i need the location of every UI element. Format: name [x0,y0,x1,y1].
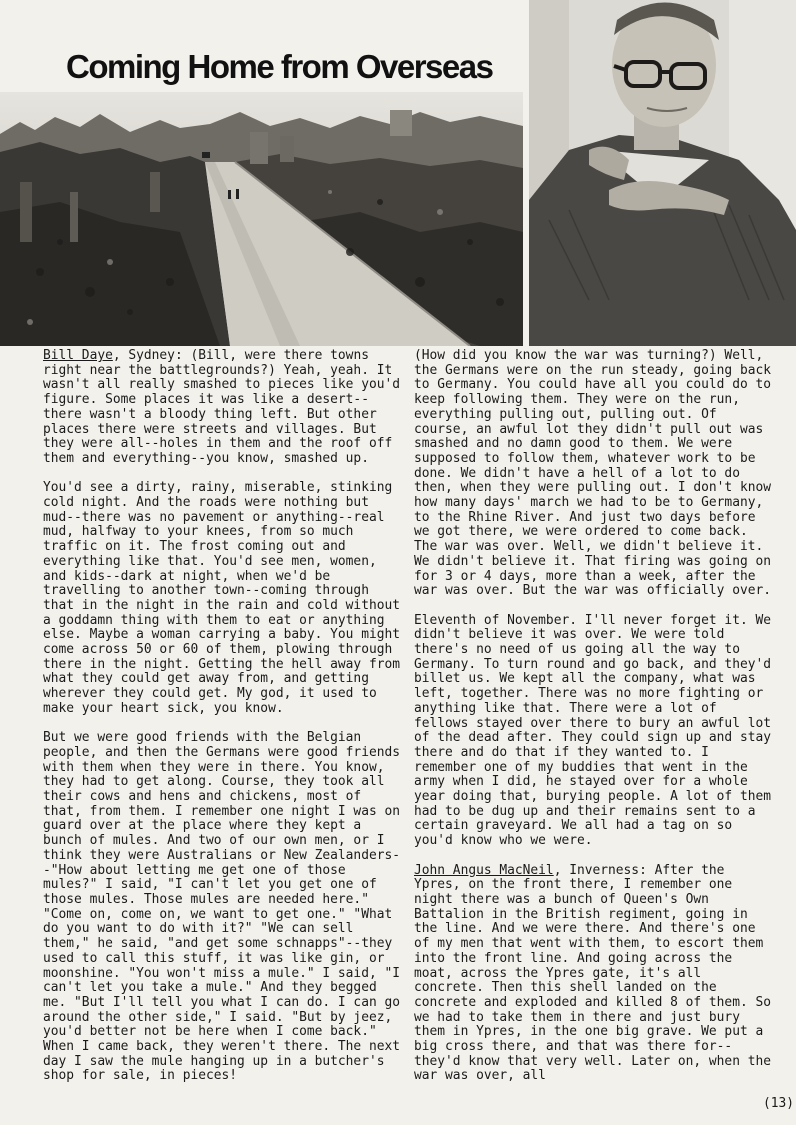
paragraph [43,481,405,716]
left-column [43,349,405,1099]
paragraph [43,731,405,1084]
paragraph [414,349,778,599]
right-column [414,349,778,1099]
speaker-name: Bill Daye [43,348,113,363]
page-number: (13) [762,1096,794,1111]
paragraph-text: But we were good friends with the Belgian people, and then the Germans were good friends with them when they were in there. You know, they had to get along. Course, they took all their cows and hens and chickens, most of that, from them. I remember one night I was on guard over at the place where they kept a bunch of mules. And two of our own men, or I think they were Australians or New Zealanders--"How about letting me get one of those mules?" I said, "I can't let you get one of those mules. Those mules are needed here." "Come on, come on, we want to get one." "What do you want to do with it?" "We can sell them," he said, "and get some schnapps"--they used to call this stuff, it was like gin, or moonshine. "You won't miss a mule." I said, "I can't let you take a mule." And they begged me. "But I'll tell you what I can do. I can go around the other side," I said. "But by jeez, you'd better not be here when I come back." When I came back, they weren't there. The next day I saw the mule hanging up in a butcher's shop for sale, in pieces! [43,730,400,1084]
portrait-photo [529,0,796,346]
paragraph [43,349,405,467]
paragraph-text: (How did you know the war was turning?) Well, the Germans were on the run steady, going back to Germany. You could have all you could do to keep following them. They were on the run, everything pulling out, pulling out. Of course, an awful lot they didn't pull out was smashed and no damn good to them. We were supposed to follow them, whatever work to be done. We didn't have a hell of a lot to do then, when they were pulling out. I don't know how many days' march we had to be to Germany, to the Rhine River. And just two days before we got there, we were ordered to come back. The war was over. Well, we didn't believe it. We didn't believe it. That firing was going on for 3 or 4 days, more than a week, after the war was over. But the war was officially over. [414,348,771,599]
paragraph-text: , Inverness: After the Ypres, on the front there, I remember one night there was a bunch of Queen's Own Battalion in the British regiment, going in the line. And we were there. And there's one of my men that went with them, to escort them into the front line. And going across the moat, across the Ypres gate, it's all concrete. Then this shell landed on the concrete and exploded and killed 8 of them. So we had to take them in there and just bury them in Ypres, in the one big grave. We put a big cross there, and that was there for--they'd know that very well. Later on, when the war was over, all [414,862,771,1084]
paragraph [414,864,778,1085]
ruined-street-photo [0,92,523,346]
paragraph [414,614,778,849]
speaker-name: John Angus MacNeil [414,862,554,878]
paragraph-text: , Sydney: (Bill, were there towns right near the battlegrounds?) Yeah, yeah. It wasn't all really smashed to pieces like you'd figure. Some places it was like a desert--there wasn't a bloody thing left. But other places there were streets and villages. But they were all--holes in them and the roof off them and everything--you know, smashed up. [43,348,400,466]
article-title: Coming Home from Overseas [66,48,493,85]
paragraph-text: Eleventh of November. I'll never forget it. We didn't believe it was over. We were told there's no need of us going all the way to Germany. To turn round and go back, and they'd billet us. We kept all the company, what was left, together. There was no more fighting or anything like that. There were a lot of fellows stayed over there to bury an awful lot of the dead after. They could sign up and stay there and do that if they wanted to. I remember one of my buddies that went in the army when I did, he stayed over for a whole year doing that, burying people. A lot of them had to be dug up and their remains sent to a certain graveyard. We all had a tag on so you'd know who we were. [414,612,771,849]
paragraph-text: You'd see a dirty, rainy, miserable, stinking cold night. And the roads were nothing but mud--there was no pavement or anything--real mud, halfway to your knees, from so much traffic on it. The frost coming out and everything like that. You'd see men, women, and kids--dark at night, when we'd be travelling to another town--coming through that in the night in the rain and cold without a goddamn thing with them to eat or anything else. Maybe a woman carrying a baby. You might come across 50 or 60 of them, plowing through there in the night. Getting the hell away from what they could get away from, and getting wherever they could get. My god, it used to make your heart sick, you know. [43,480,400,716]
